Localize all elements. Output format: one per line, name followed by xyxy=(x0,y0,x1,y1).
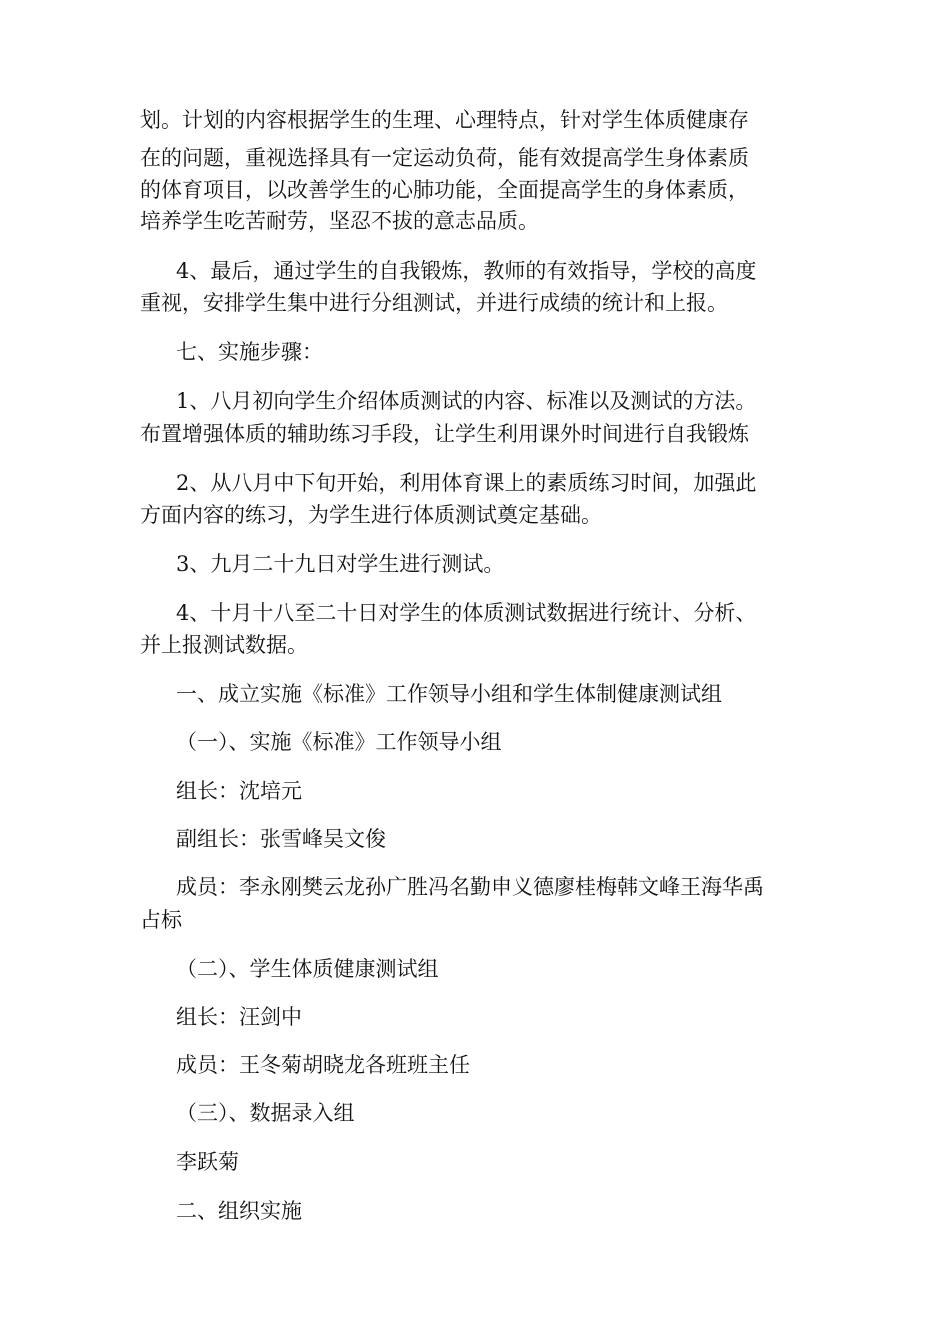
paragraph-line: 组长：沈培元 xyxy=(176,779,302,803)
paragraph-line: 的体育项目，以改善学生的心肺功能，全面提高学生的身体素质， xyxy=(140,178,749,202)
paragraph-line: 组长：汪剑中 xyxy=(176,1005,302,1029)
paragraph-line: 3、九月二十九日对学生进行测试。 xyxy=(176,552,505,576)
paragraph-line: 方面内容的练习，为学生进行体质测试奠定基础。 xyxy=(140,503,602,527)
paragraph-line: 培养学生吃苦耐劳，坚忍不拔的意志品质。 xyxy=(140,209,539,233)
paragraph-line: 并上报测试数据。 xyxy=(140,633,308,657)
paragraph-line: 划。计划的内容根据学生的生理、心理特点，针对学生体质健康存 xyxy=(140,108,749,132)
section-heading: 一、成立实施《标准》工作领导小组和学生体制健康测试组 xyxy=(176,682,722,706)
paragraph-line: 占标 xyxy=(140,908,182,932)
paragraph-line: 成员：李永刚樊云龙孙广胜冯名勤申义德廖桂梅韩文峰王海华禹 xyxy=(176,875,764,899)
subsection-heading: （一）、实施《标准》工作领导小组 xyxy=(176,730,502,754)
paragraph-line: 李跃菊 xyxy=(176,1150,239,1174)
paragraph-line: 1、八月初向学生介绍体质测试的内容、标准以及测试的方法。 xyxy=(176,389,757,413)
paragraph-line: 重视，安排学生集中进行分组测试，并进行成绩的统计和上报。 xyxy=(140,291,728,315)
paragraph-line: 成员：王冬菊胡晓龙各班班主任 xyxy=(176,1053,470,1077)
paragraph-line: 4、最后，通过学生的自我锻炼，教师的有效指导，学校的高度 xyxy=(176,259,757,283)
paragraph-line: 副组长：张雪峰吴文俊 xyxy=(176,827,386,851)
paragraph-line: 在的问题，重视选择具有一定运动负荷，能有效提高学生身体素质 xyxy=(140,146,749,170)
subsection-heading: （二）、学生体质健康测试组 xyxy=(176,957,439,981)
paragraph-line: 4、十月十八至二十日对学生的体质测试数据进行统计、分析、 xyxy=(176,601,757,625)
section-heading: 二、组织实施 xyxy=(176,1199,302,1223)
subsection-heading: （三）、数据录入组 xyxy=(176,1101,355,1125)
paragraph-line: 2、从八月中下旬开始，利用体育课上的素质练习时间，加强此 xyxy=(176,471,757,495)
paragraph-line: 布置增强体质的辅助练习手段，让学生利用课外时间进行自我锻炼 xyxy=(140,422,749,446)
section-heading: 七、实施步骤： xyxy=(176,340,323,364)
